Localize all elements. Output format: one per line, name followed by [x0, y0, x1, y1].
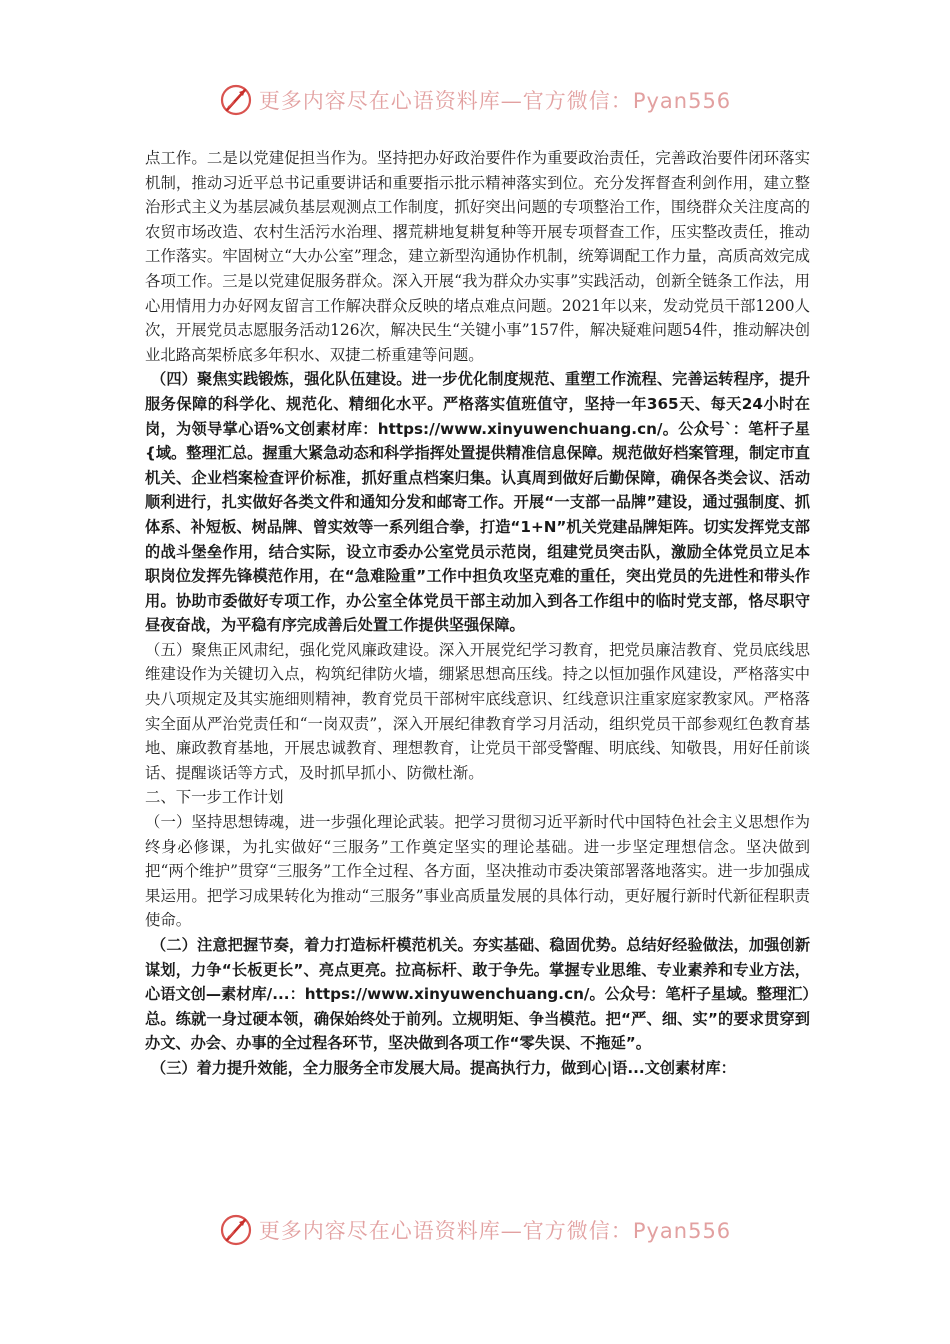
paragraph-section-five: （五）聚焦正风肃纪，强化党风廉政建设。深入开展党纪学习教育，把党员廉洁教育、党员底线思维建设作为关键切入点，构筑纪律防火墙，绷紧思想高压线。持之以恒加强作风建设，严格落实中央八项规定及其实施细则精神，教育党员干部树牢底线意识、红线意识注重家庭家教家风。严格落实全面从严治党责任和“一岗双责”，深入开展纪律教育学习月活动，组织党员干部参观红色教育基地、廉政教育基地，开展忠诚教育、理想教育，让党员干部受警醒、明底线、知敬畏，用好任前谈话、提醒谈话等方式，及时抓早抓小、防微杜渐。	[145, 640, 810, 782]
quill-pen-icon	[219, 1213, 253, 1247]
banner-text	[259, 1215, 731, 1245]
quill-pen-icon	[219, 83, 253, 117]
banner-text	[259, 85, 731, 115]
banner-slogan: 更多内容尽在心语资料库—官方微信：	[258, 89, 633, 113]
document-body	[145, 146, 810, 1081]
paragraph-plan-one: （一）坚持思想铸魂，进一步强化理论武装。把学习贯彻习近平新时代中国特色社会主义思想作为终身必修课，为扎实做好“三服务”工作奠定坚实的理论基础。进一步坚定理想信念。坚决做到把“两个维护”贯穿“三服务”工作全过程、各方面，坚决推动市委决策部署落地落实。进一步加强成果运用。把学习成果转化为推动“三服务”事业高质量发展的具体行动，更好履行新时代新征程职责使命。	[145, 813, 810, 930]
paragraph-party-building: 点工作。二是以党建促担当作为。坚持把办好政治要件作为重要政治责任，完善政治要件闭环落实机制，推动习近平总书记重要讲话和重要指示批示精神落实到位。充分发挥督查利剑作用，建立整治形式主义为基层减负基层观测点工作制度，抓好突出问题的专项整治工作，围绕群众关注度高的农贸市场改造、农村生活污水治理、撂荒耕地复耕复种等开展专项督查工作，压实整改责任，推动工作落实。牢固树立“大办公室”理念，建立新型沟通协作机制，统筹调配工作力量，高质高效完成各项工作。三是以党建促服务群众。深入开展“我为群众办实事”实践活动，创新全链条工作法，用心用情用力办好网友留言工作解决群众反映的堵点难点问题。2021年以来，发动党员干部1200人次，开展党员志愿服务活动126次，解决民生“关键小事”157件，解决疑难问题54件，推动解决创业北路高架桥底多年积水、双捷二桥重建等问题。	[145, 149, 810, 364]
paragraph-plan-three: （三）着力提升效能，全力服务全市发展大局。提高执行力，做到心|语...文创素材库：	[151, 1058, 736, 1077]
wechat-id: Pyan556	[632, 89, 732, 113]
header-banner	[0, 80, 950, 120]
paragraph-section-four: （四）聚焦实践锻炼，强化队伍建设。进一步优化制度规范、重塑工作流程、完善运转程序，提升服务保障的科学化、规范化、精细化水平。严格落实值班值守，坚持一年365天、每天24小时在岗，为领导掌心语%文创素材库：https://www.xinyuwenchuang.cn/。公众号`：笔杆子星{域。整理汇总。握重大紧急动态和科学指挥处置提供精准信息保障。规范做好档案管理，制定市直机关、企业档案检查评价标准，抓好重点档案归集。认真周到做好后勤保障，确保各类会议、活动顺利进行，扎实做好各类文件和通知分发和邮寄工作。开展“一支部一品牌”建设，通过强制度、抓体系、补短板、树品牌、曾实效等一系列组合拳，打造“1+N”机关党建品牌矩阵。切实发挥党支部的战斗堡垒作用，结合实际，设立市委办公室党员示范岗，组建党员突击队，激励全体党员立足本职岗位发挥先锋模范作用，在“急难险重”工作中担负攻坚克难的重任，突出党员的先进性和带头作用。协助市委做好专项工作，办公室全体党员干部主动加入到各工作组中的临时党支部，恪尽职守昼夜奋战，为平稳有序完成善后处置工作提供坚强保障。	[145, 370, 810, 635]
paragraph-plan-two: （二）注意把握节奏，着力打造标杆模范机关。夯实基础、稳固优势。总结好经验做法，加强创新谋划，力争“长板更长”、亮点更亮。拉高标杆、敢于争先。掌握专业思维、专业素养和专业方法，心语文创—素材库/...：https://www.xinyuwenchuang.cn/。公众号：笔杆子星域。整理汇）总。练就一身过硬本领，确保始终处于前列。立规明矩、争当模范。把“严、细、实”的要求贯穿到办文、办会、办事的全过程各环节，坚决做到各项工作“零失误、不拖延”。	[145, 936, 810, 1053]
wechat-id: Pyan556	[632, 1219, 732, 1243]
heading-next-steps: 二、下一步工作计划	[145, 788, 284, 807]
footer-banner	[0, 1210, 950, 1250]
banner-slogan: 更多内容尽在心语资料库—官方微信：	[258, 1219, 633, 1243]
